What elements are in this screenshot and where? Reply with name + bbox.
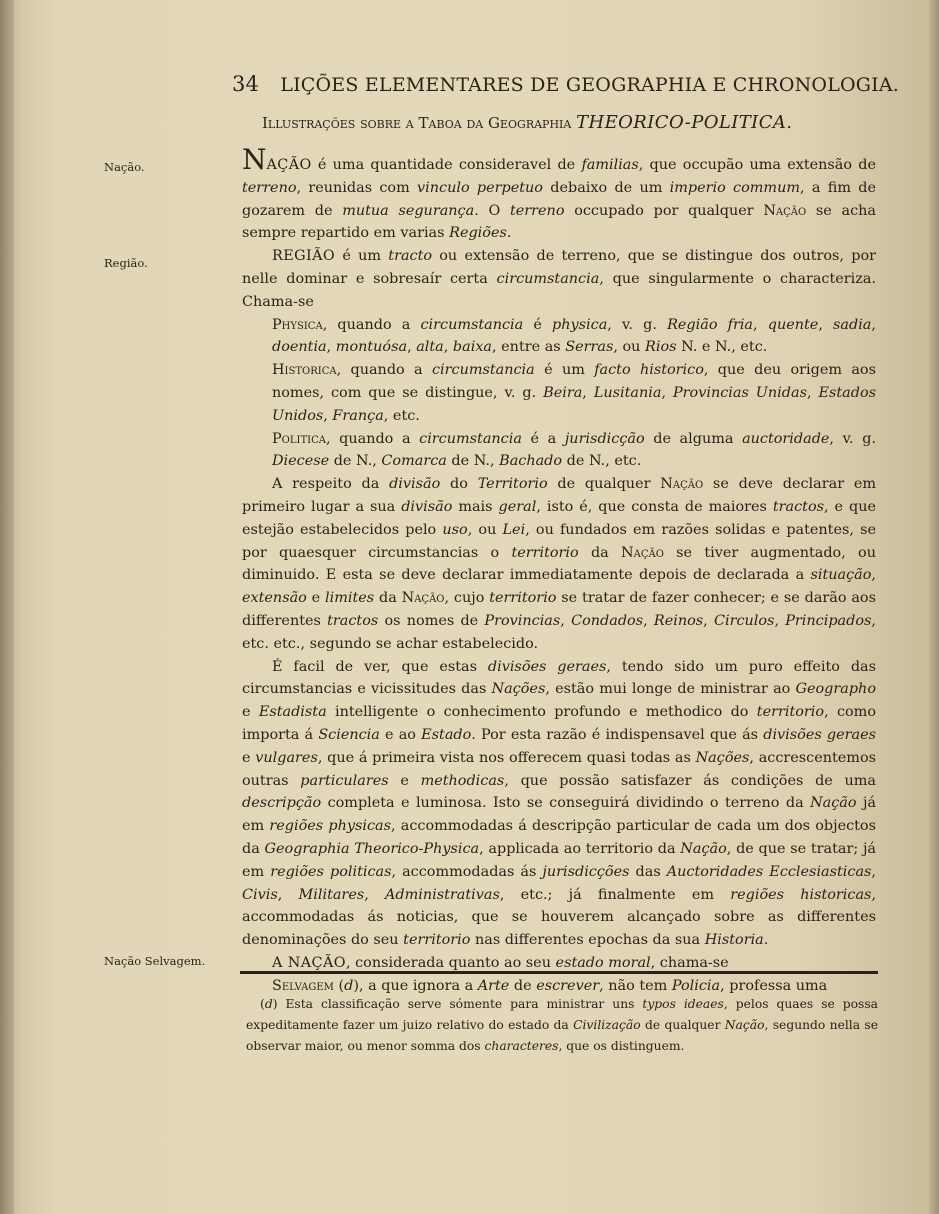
text-run: , xyxy=(560,612,572,629)
text-run: mais xyxy=(452,498,499,515)
text-run: vulgares xyxy=(255,749,318,766)
text-run: escrever xyxy=(536,977,600,994)
text-run: Estado xyxy=(421,726,472,743)
text-run: , accommodadas ás xyxy=(391,863,543,880)
text-run: , tendo sido um puro effeito das circumstancias e vicissitudes das xyxy=(242,658,876,698)
text-run: circumstancia xyxy=(419,430,522,447)
text-run: Diecese xyxy=(272,453,330,470)
text-run: physica xyxy=(552,316,608,333)
text-run: regiões physicas xyxy=(269,818,391,835)
text-run: , de que se tratar; já em xyxy=(242,840,877,880)
text-run: jurisdicções xyxy=(542,863,630,880)
text-run: N. e N., etc. xyxy=(676,339,768,356)
text-run: França xyxy=(332,407,384,424)
text-run: divisão xyxy=(389,476,441,493)
section-title xyxy=(262,112,882,133)
text-run: N xyxy=(242,143,267,176)
text-run: Provincias Unidas xyxy=(672,384,807,401)
text-run: , xyxy=(871,567,876,584)
text-run: , xyxy=(871,316,876,333)
text-run: , v. g. xyxy=(607,316,668,333)
text-run: , que occupão uma extensão de xyxy=(638,157,877,173)
text-run: uso xyxy=(442,521,468,538)
text-run: e xyxy=(242,704,259,721)
text-run: . xyxy=(763,932,769,949)
text-run: É facil de ver, que estas xyxy=(272,658,488,675)
text-run: Comarca xyxy=(381,453,447,470)
text-run: , entre as xyxy=(492,339,566,356)
text-run: ou extensão de terreno, que se distingue dos outros, por nelle dominar e sobresaír certa xyxy=(242,248,876,287)
text-run: estado moral xyxy=(555,954,651,971)
text-run: , xyxy=(364,886,386,903)
text-run: , xyxy=(582,384,594,401)
text-run: facto historico xyxy=(594,362,704,379)
text-run: das xyxy=(629,863,667,880)
text-run: descripção xyxy=(242,795,322,812)
text-run: , xyxy=(661,384,673,401)
text-run: Rios xyxy=(645,339,677,356)
text-run: de N., xyxy=(446,453,500,470)
text-run: , quando a xyxy=(322,316,421,333)
text-run: , xyxy=(323,407,333,424)
main-text xyxy=(242,143,877,997)
text-run: e xyxy=(388,772,421,789)
text-run: , considerada quanto ao seu xyxy=(345,954,556,971)
paragraph-divisoes-geraes xyxy=(242,656,876,952)
text-run: extensão xyxy=(242,590,307,607)
text-run: , ou xyxy=(613,339,646,356)
text-run: é uma quantidade consideravel de xyxy=(311,157,582,173)
text-run: typos ideaes xyxy=(642,997,724,1011)
text-run: , pelos quaes se possa expeditamente fazer um juizo relativo do estado da xyxy=(246,997,878,1032)
text-run: se tiver augmentado, ou diminuido. E esta se deve declarar immediatamente depois de declarada a xyxy=(242,544,876,584)
footnote-rule xyxy=(240,971,878,974)
text-run: , chama-se xyxy=(650,954,729,971)
section-title-prefix: Illustrações sobre a Taboa da Geographia xyxy=(262,114,572,132)
text-run: , xyxy=(871,863,876,880)
text-run: Administrativas xyxy=(385,886,500,903)
text-run: terreno xyxy=(509,202,565,219)
text-run: territorio xyxy=(403,932,471,949)
text-run: regiões politicas xyxy=(270,863,392,880)
text-run: , isto é, que consta de maiores xyxy=(536,498,773,515)
text-run: Auctoridades Ecclesiasticas xyxy=(666,863,872,880)
text-run: circumstancia xyxy=(431,362,535,379)
text-run: Lusitania xyxy=(593,384,662,401)
text-run: , e que estejão estabelecidos pelo xyxy=(242,498,877,538)
text-run: da xyxy=(374,590,402,607)
text-run: Geographo xyxy=(795,681,876,698)
page-edge-right xyxy=(929,0,939,1214)
text-run: Região fria xyxy=(667,316,754,333)
text-run: auctoridade xyxy=(742,430,830,447)
text-run: , xyxy=(407,339,417,356)
margin-note-nacao-selvagem: Nação Selvagem. xyxy=(104,954,206,968)
text-run: alta xyxy=(416,339,444,356)
text-run: Geographia Theorico-Physica xyxy=(264,840,480,857)
text-run: , xyxy=(643,612,654,629)
text-run: d xyxy=(264,997,273,1011)
text-run: , xyxy=(818,316,834,333)
paragraph-regiao xyxy=(242,245,876,313)
text-run: methodicas xyxy=(420,772,505,789)
text-run: montuósa xyxy=(335,339,408,356)
text-run: já em xyxy=(242,795,876,835)
text-run: é a xyxy=(521,430,565,447)
text-run: ( xyxy=(260,997,265,1011)
text-run: , xyxy=(326,339,336,356)
margin-note-regiao: Região. xyxy=(104,256,148,270)
text-run: debaixo de um xyxy=(542,179,670,196)
text-run: Lei xyxy=(502,521,526,538)
text-run: , etc. etc., segundo se achar estabelecido. xyxy=(242,612,876,652)
text-run: Circulos xyxy=(713,612,775,629)
text-run: d xyxy=(344,977,354,994)
text-run: , cujo xyxy=(444,590,490,607)
text-run: , etc.; já finalmente em xyxy=(499,886,731,903)
page-number: 34 xyxy=(232,72,260,96)
text-run: divisão xyxy=(401,498,453,515)
text-run: é xyxy=(523,316,553,333)
text-run: regiões historicas xyxy=(730,886,872,903)
text-run: , que á primeira vista nos offerecem quasi todas as xyxy=(317,749,696,766)
text-run: mutua segurança xyxy=(342,202,475,219)
text-run: , accrescentemos outras xyxy=(242,749,877,789)
text-run: Historia xyxy=(704,932,764,949)
text-run: , segundo nella se observar maior, ou menor somma dos xyxy=(246,1018,878,1053)
text-run: Civilização xyxy=(573,1018,641,1032)
text-run: A respeito da xyxy=(272,476,390,493)
text-run: de qualquer xyxy=(547,476,661,493)
section-title-emphasis: THEORICO-POLITICA. xyxy=(576,112,793,133)
text-run: vinculo perpetuo xyxy=(417,179,543,196)
text-run: Civis xyxy=(242,886,278,903)
text-run: , reunidas com xyxy=(296,179,418,196)
text-run: , accommodadas á descripção particular de cada um dos objectos da xyxy=(242,818,876,857)
text-run: de N., etc. xyxy=(562,453,642,470)
text-run: circumstancia xyxy=(420,316,524,333)
text-run: os nomes de xyxy=(378,612,485,629)
text-run: divisões geraes xyxy=(487,658,607,675)
text-run: Territorio xyxy=(477,476,548,493)
text-run: , a fim de gozarem de xyxy=(242,179,876,219)
text-run: de qualquer xyxy=(640,1018,725,1032)
text-run: familias xyxy=(581,157,639,173)
text-run: Provincias xyxy=(484,612,561,629)
text-run: e ao xyxy=(379,726,422,743)
text-run: REGIÃO xyxy=(272,248,336,265)
text-run: , xyxy=(443,339,453,356)
text-run: . Por esta razão é indispensavel que ás xyxy=(471,726,764,743)
text-run: ) Esta classificação serve sómente para ministrar uns xyxy=(272,997,643,1011)
text-run: nas differentes epochas da sua xyxy=(470,932,705,949)
text-run: , xyxy=(753,316,768,333)
text-run: , não tem xyxy=(599,977,672,994)
text-run: jurisdicção xyxy=(564,430,645,447)
text-run: situação xyxy=(810,567,872,584)
text-run: . xyxy=(506,225,512,242)
paragraph-nacao xyxy=(242,143,877,245)
text-run: ( xyxy=(333,977,345,994)
text-run: limites xyxy=(325,590,375,607)
text-run: Historica xyxy=(272,362,337,379)
text-run: territorio xyxy=(756,704,825,721)
text-run: quente xyxy=(767,316,819,333)
text-run: occupado por qualquer xyxy=(564,202,764,219)
text-run: é um xyxy=(335,248,389,265)
text-run: particulares xyxy=(300,772,389,789)
text-run: A NAÇÃO xyxy=(272,954,346,971)
text-run: de alguma xyxy=(644,430,743,447)
text-run: Nação xyxy=(680,840,727,857)
text-run: Principados xyxy=(785,612,872,629)
text-run: imperio commum xyxy=(669,179,800,196)
text-run: , professa uma xyxy=(720,977,828,994)
text-run: completa e luminosa. Isto se conseguirá dividindo o terreno da xyxy=(321,795,811,812)
text-run: do xyxy=(440,476,478,493)
text-run: se deve declarar em primeiro lugar a sua xyxy=(242,476,877,515)
text-run: Bachado xyxy=(499,453,563,470)
text-run: Nações xyxy=(695,749,750,766)
text-run: Selvagem xyxy=(272,977,334,994)
text-run: Nação xyxy=(724,1018,765,1032)
footnote xyxy=(246,994,878,1057)
text-run: divisões geraes xyxy=(763,726,876,743)
text-run: , que deu origem aos nomes, com que se distingue, v. g. xyxy=(272,362,876,401)
paragraph-physica xyxy=(242,314,876,360)
text-run: Condados xyxy=(571,612,644,629)
text-run: Nação xyxy=(401,590,445,607)
text-run: , ou fundados em razões solidas e patentes, se por quaesquer circumstancias o xyxy=(242,521,876,561)
text-run: , xyxy=(774,612,786,629)
text-run: Nação xyxy=(763,202,807,219)
text-run: de N., xyxy=(329,453,382,470)
text-run: , v. g. xyxy=(829,430,876,447)
text-run: , quando a xyxy=(336,362,432,379)
margin-note-nacao: Nação. xyxy=(104,160,145,174)
text-run: Regiões xyxy=(449,225,507,242)
text-run: Politica xyxy=(272,430,326,447)
text-run: , xyxy=(806,384,819,401)
text-run: Nações xyxy=(491,681,546,698)
text-run: , accommodadas ás noticias, que se houverem alcançado sobre as differentes denominações do seu xyxy=(242,886,877,949)
text-run: characteres xyxy=(484,1039,559,1053)
text-run: Reinos xyxy=(653,612,704,629)
text-run: tractos xyxy=(772,498,824,515)
text-run: tractos xyxy=(327,612,379,629)
text-run: Nação xyxy=(621,544,664,561)
text-run: , etc. xyxy=(383,407,420,424)
text-run: , que os distinguem. xyxy=(558,1039,685,1053)
paragraph-divisao xyxy=(242,473,876,655)
text-run: intelligente o conhecimento profundo e methodico do xyxy=(326,704,757,721)
text-run: territorio xyxy=(489,590,557,607)
paragraph-politica xyxy=(242,428,876,474)
text-run: é um xyxy=(534,362,595,379)
text-run: circumstancia xyxy=(496,270,600,287)
text-run: e xyxy=(306,590,326,607)
text-run: terreno xyxy=(242,179,297,196)
text-run: Serras xyxy=(565,339,614,356)
text-run: de xyxy=(509,977,537,994)
text-run: , que possão satisfazer ás condições de uma xyxy=(504,772,877,789)
text-run: Policia xyxy=(671,977,721,994)
text-run: sadia xyxy=(833,316,872,333)
text-run: , que singularmente o characteriza. Chama-se xyxy=(242,270,876,310)
text-run: geral xyxy=(498,498,537,515)
text-run: se tratar de fazer conhecer; e se darão aos differentes xyxy=(242,590,876,629)
text-run: , xyxy=(703,612,714,629)
text-run: AÇÃO xyxy=(266,157,312,173)
text-run: , ou xyxy=(467,521,503,538)
text-run: Estados Unidos xyxy=(272,384,877,424)
text-run: Sciencia xyxy=(318,726,380,743)
page-edge-left xyxy=(0,0,14,1214)
text-run: Estadista xyxy=(258,704,327,721)
text-run: , applicada ao territorio da xyxy=(479,840,681,857)
text-run: , xyxy=(277,886,299,903)
text-run: , estão mui longe de ministrar ao xyxy=(545,681,796,698)
text-run: territorio xyxy=(511,544,579,561)
text-run: ), a que ignora a xyxy=(353,977,478,994)
text-run: Arte xyxy=(477,977,510,994)
text-run: doentia xyxy=(272,339,327,356)
text-run: baixa xyxy=(452,339,493,356)
running-title: LIÇÕES ELEMENTARES DE GEOGRAPHIA E CHRONOLOGIA. xyxy=(280,74,900,96)
text-run: Militares xyxy=(298,886,365,903)
text-run: da xyxy=(578,544,622,561)
page-header xyxy=(232,72,900,96)
text-run: Physica xyxy=(272,316,323,333)
text-run: tracto xyxy=(388,248,433,265)
text-run: . O xyxy=(474,202,510,219)
text-run: , quando a xyxy=(325,430,420,447)
paragraph-historica xyxy=(242,359,876,427)
text-run: e xyxy=(242,749,256,766)
text-run: Nação xyxy=(810,795,857,812)
text-run: , como importa á xyxy=(242,704,876,743)
text-run: Nação xyxy=(660,476,704,493)
text-run: Beira xyxy=(543,384,583,401)
text-run: se acha sempre repartido em varias xyxy=(242,202,876,242)
